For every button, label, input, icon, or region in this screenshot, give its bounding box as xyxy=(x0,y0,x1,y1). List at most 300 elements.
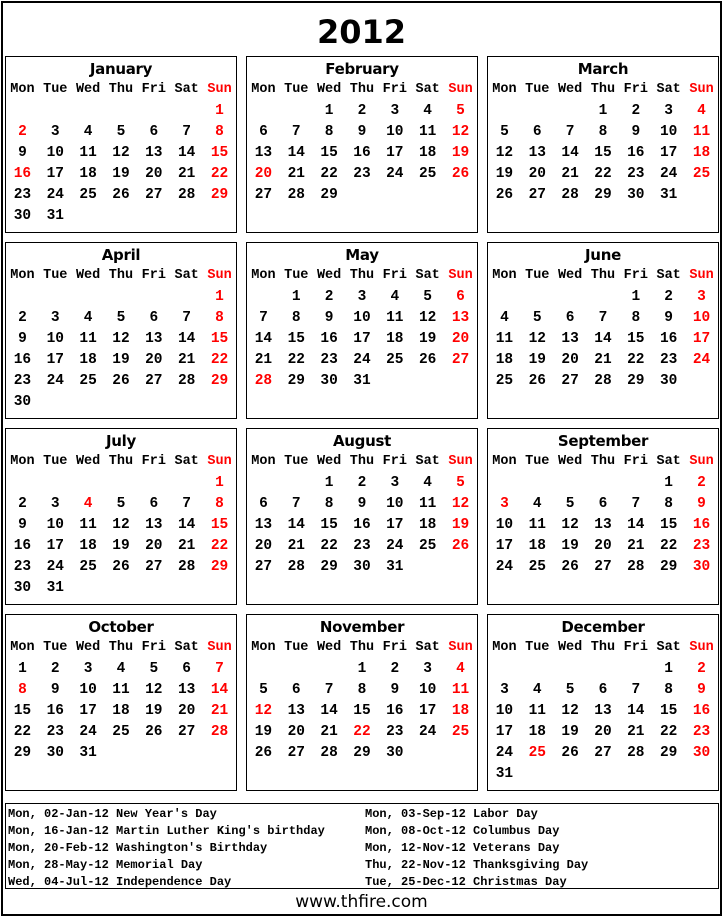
weekday-label: Thu xyxy=(590,82,616,97)
day-cell: 23 xyxy=(386,723,404,740)
day-cell: 26 xyxy=(451,537,470,554)
day-cell: 1 xyxy=(324,474,334,491)
day-cell: 16 xyxy=(386,702,404,719)
holiday-date: Mon, 03-Sep-12 xyxy=(365,807,466,821)
weekday-label: Mon xyxy=(251,640,276,655)
empty-day xyxy=(6,472,39,493)
day-cell: 2 xyxy=(324,288,334,305)
day-cell: 12 xyxy=(561,516,579,533)
day-cell: 18 xyxy=(528,537,546,554)
month-november xyxy=(246,614,478,791)
day-cell: 19 xyxy=(418,330,437,347)
day-cell: 7 xyxy=(259,309,268,326)
day-cell: 21 xyxy=(177,537,196,554)
day-cell: 5 xyxy=(565,681,575,698)
day-cell: 3 xyxy=(83,660,93,677)
week-row xyxy=(6,205,236,226)
empty-day xyxy=(488,286,521,307)
day-cell: 8 xyxy=(664,495,673,512)
day-cell: 26 xyxy=(561,744,579,761)
weekday-label: Tue xyxy=(43,82,68,97)
day-cell: 9 xyxy=(357,123,367,140)
weekday-label: Sun xyxy=(689,454,714,469)
day-cell: 4 xyxy=(83,495,93,512)
day-cell: 5 xyxy=(456,474,465,491)
week-row xyxy=(488,535,718,556)
day-cell: 6 xyxy=(149,309,159,326)
empty-day xyxy=(280,100,313,121)
day-cell: 8 xyxy=(664,681,673,698)
weekday-label: Tue xyxy=(525,640,550,655)
day-cell: 20 xyxy=(254,165,273,182)
day-cell: 30 xyxy=(46,744,64,761)
weekday-header xyxy=(6,451,236,472)
weekday-label: Thu xyxy=(590,268,616,283)
weekday-label: Mon xyxy=(10,454,35,469)
day-cell: 30 xyxy=(353,558,371,575)
month-february xyxy=(246,56,478,233)
weekday-label: Tue xyxy=(284,268,309,283)
day-cell: 11 xyxy=(79,144,97,161)
day-cell: 12 xyxy=(145,681,163,698)
day-cell: 14 xyxy=(627,702,645,719)
day-cell: 20 xyxy=(594,537,612,554)
weekday-label: Fri xyxy=(382,640,407,655)
weekday-label: Sun xyxy=(689,82,714,97)
day-cell: 20 xyxy=(177,702,196,719)
week-row xyxy=(6,163,236,184)
day-cell: 13 xyxy=(254,144,273,161)
day-cell: 21 xyxy=(320,723,338,740)
week-row xyxy=(488,286,718,307)
day-cell: 24 xyxy=(692,351,711,368)
day-cell: 16 xyxy=(353,516,371,533)
empty-day xyxy=(488,100,521,121)
day-cell: 22 xyxy=(13,723,32,740)
week-row xyxy=(247,700,477,721)
day-cell: 4 xyxy=(532,495,542,512)
day-cell: 28 xyxy=(287,558,305,575)
day-cell: 24 xyxy=(46,186,64,203)
day-cell: 24 xyxy=(495,744,514,761)
day-cell: 3 xyxy=(390,474,400,491)
day-cell: 9 xyxy=(390,681,400,698)
week-row xyxy=(6,577,236,598)
day-cell: 28 xyxy=(627,558,645,575)
weekday-label: Tue xyxy=(43,454,68,469)
day-cell: 10 xyxy=(79,681,97,698)
holiday-name: Washington's Birthday xyxy=(116,841,268,855)
day-cell: 15 xyxy=(210,330,229,347)
website-link[interactable]: www.thfire.com xyxy=(295,892,428,912)
day-cell: 28 xyxy=(594,372,612,389)
weekday-label: Tue xyxy=(284,454,309,469)
day-cell: 20 xyxy=(145,351,163,368)
day-cell: 14 xyxy=(594,330,612,347)
day-cell: 15 xyxy=(659,516,678,533)
day-cell: 1 xyxy=(631,288,641,305)
day-cell: 25 xyxy=(79,558,97,575)
holiday-column-left xyxy=(8,806,325,891)
day-cell: 23 xyxy=(353,537,371,554)
day-cell: 12 xyxy=(112,330,130,347)
day-cell: 2 xyxy=(18,123,27,140)
day-cell: 1 xyxy=(215,474,224,491)
week-row xyxy=(247,742,477,763)
day-cell: 21 xyxy=(627,723,645,740)
day-cell: 17 xyxy=(353,330,371,347)
day-cell: 29 xyxy=(627,372,645,389)
day-cell: 12 xyxy=(418,309,437,326)
day-cell: 8 xyxy=(215,123,224,140)
day-cell: 3 xyxy=(500,495,509,512)
day-cell: 5 xyxy=(149,660,159,677)
day-cell: 10 xyxy=(46,330,64,347)
day-cell: 22 xyxy=(210,351,229,368)
day-cell: 30 xyxy=(320,372,338,389)
empty-day xyxy=(72,472,105,493)
day-cell: 28 xyxy=(627,744,645,761)
day-cell: 28 xyxy=(177,372,196,389)
day-cell: 13 xyxy=(451,309,470,326)
weekday-label: Wed xyxy=(557,640,583,655)
day-cell: 10 xyxy=(386,495,404,512)
holiday-name: New Year's Day xyxy=(116,807,217,821)
empty-day xyxy=(554,472,587,493)
day-cell: 27 xyxy=(287,744,305,761)
empty-day xyxy=(619,658,652,679)
weekday-label: Sun xyxy=(448,82,473,97)
weekday-label: Thu xyxy=(349,640,375,655)
day-cell: 18 xyxy=(112,702,130,719)
day-cell: 6 xyxy=(259,495,268,512)
day-cell: 5 xyxy=(532,309,542,326)
day-cell: 28 xyxy=(320,744,338,761)
weekday-header xyxy=(247,637,477,658)
month-grid xyxy=(247,79,477,205)
day-cell: 13 xyxy=(177,681,196,698)
day-cell: 18 xyxy=(79,351,97,368)
holiday-item xyxy=(365,840,588,857)
day-cell: 27 xyxy=(145,372,163,389)
day-cell: 10 xyxy=(386,123,404,140)
weekday-label: Sat xyxy=(174,640,199,655)
day-cell: 6 xyxy=(456,288,465,305)
day-cell: 10 xyxy=(46,516,64,533)
weekday-label: Thu xyxy=(349,82,375,97)
empty-day xyxy=(72,286,105,307)
day-cell: 11 xyxy=(495,330,514,347)
day-cell: 2 xyxy=(697,474,706,491)
weekday-label: Fri xyxy=(141,82,166,97)
day-cell: 17 xyxy=(495,537,514,554)
empty-day xyxy=(247,472,280,493)
day-cell: 26 xyxy=(528,372,546,389)
empty-day xyxy=(247,100,280,121)
month-january xyxy=(5,56,237,233)
day-cell: 4 xyxy=(697,102,706,119)
day-cell: 8 xyxy=(631,309,641,326)
day-cell: 21 xyxy=(254,351,273,368)
weekday-label: Fri xyxy=(623,640,648,655)
month-grid xyxy=(6,637,236,763)
month-august xyxy=(246,428,478,605)
day-cell: 22 xyxy=(353,723,371,740)
day-cell: 16 xyxy=(320,330,338,347)
day-cell: 24 xyxy=(353,351,371,368)
day-cell: 15 xyxy=(210,516,229,533)
week-row xyxy=(488,349,718,370)
holiday-name: Christmas Day xyxy=(473,875,567,889)
day-cell: 12 xyxy=(112,516,130,533)
week-row xyxy=(488,658,718,679)
empty-day xyxy=(170,100,203,121)
day-cell: 30 xyxy=(627,186,645,203)
holiday-column-right xyxy=(365,806,588,891)
week-row xyxy=(247,100,477,121)
week-row xyxy=(247,472,477,493)
day-cell: 19 xyxy=(451,144,470,161)
day-cell: 24 xyxy=(495,558,514,575)
day-cell: 30 xyxy=(13,207,32,224)
day-cell: 4 xyxy=(423,102,432,119)
day-cell: 20 xyxy=(528,165,546,182)
month-name: August xyxy=(332,432,391,450)
day-cell: 12 xyxy=(561,702,579,719)
day-cell: 24 xyxy=(46,372,64,389)
day-cell: 24 xyxy=(386,537,404,554)
day-cell: 22 xyxy=(210,165,229,182)
day-cell: 23 xyxy=(353,165,371,182)
day-cell: 6 xyxy=(149,123,159,140)
day-cell: 29 xyxy=(210,558,229,575)
day-cell: 11 xyxy=(79,516,97,533)
day-cell: 30 xyxy=(659,372,678,389)
day-cell: 2 xyxy=(18,309,27,326)
day-cell: 10 xyxy=(418,681,437,698)
day-cell: 4 xyxy=(532,681,542,698)
day-cell: 10 xyxy=(659,123,678,140)
day-cell: 2 xyxy=(664,288,673,305)
day-cell: 9 xyxy=(18,330,27,347)
day-cell: 1 xyxy=(664,474,673,491)
day-cell: 17 xyxy=(46,537,64,554)
empty-day xyxy=(521,100,554,121)
day-cell: 6 xyxy=(532,123,542,140)
weekday-label: Wed xyxy=(75,268,101,283)
day-cell: 18 xyxy=(79,537,97,554)
week-row xyxy=(6,142,236,163)
day-cell: 26 xyxy=(254,744,273,761)
empty-day xyxy=(587,286,620,307)
day-cell: 13 xyxy=(254,516,273,533)
day-cell: 17 xyxy=(386,516,404,533)
week-row xyxy=(488,370,718,391)
day-cell: 21 xyxy=(177,165,196,182)
empty-day xyxy=(488,472,521,493)
day-cell: 26 xyxy=(145,723,163,740)
weekday-label: Mon xyxy=(492,268,517,283)
day-cell: 15 xyxy=(210,144,229,161)
day-cell: 25 xyxy=(692,165,711,182)
day-cell: 22 xyxy=(320,165,338,182)
day-cell: 20 xyxy=(254,537,273,554)
day-cell: 4 xyxy=(423,474,432,491)
holiday-date: Mon, 16-Jan-12 xyxy=(8,824,109,838)
month-name: February xyxy=(325,60,399,78)
month-name: May xyxy=(345,246,379,264)
day-cell: 30 xyxy=(13,579,32,596)
day-cell: 17 xyxy=(79,702,97,719)
day-cell: 13 xyxy=(145,144,163,161)
day-cell: 10 xyxy=(495,702,514,719)
weekday-label: Sat xyxy=(656,454,681,469)
day-cell: 1 xyxy=(324,102,334,119)
weekday-label: Wed xyxy=(557,268,583,283)
day-cell: 9 xyxy=(357,495,367,512)
day-cell: 22 xyxy=(287,351,305,368)
day-cell: 7 xyxy=(182,495,191,512)
empty-day xyxy=(521,286,554,307)
month-june xyxy=(487,242,719,419)
weekday-label: Mon xyxy=(251,454,276,469)
day-cell: 29 xyxy=(287,372,305,389)
day-cell: 3 xyxy=(50,309,60,326)
month-grid xyxy=(488,451,718,577)
weekday-label: Mon xyxy=(492,454,517,469)
week-row xyxy=(488,556,718,577)
week-row xyxy=(488,328,718,349)
holiday-item xyxy=(8,840,325,857)
month-grid xyxy=(488,637,718,784)
day-cell: 15 xyxy=(627,330,645,347)
day-cell: 15 xyxy=(13,702,32,719)
weekday-label: Tue xyxy=(525,268,550,283)
day-cell: 25 xyxy=(418,537,437,554)
weekday-label: Wed xyxy=(557,82,583,97)
day-cell: 9 xyxy=(697,681,706,698)
day-cell: 22 xyxy=(320,537,338,554)
day-cell: 29 xyxy=(210,186,229,203)
week-row xyxy=(6,721,236,742)
day-cell: 18 xyxy=(451,702,470,719)
weekday-header xyxy=(488,79,718,100)
week-row xyxy=(488,307,718,328)
day-cell: 26 xyxy=(451,165,470,182)
day-cell: 29 xyxy=(594,186,612,203)
day-cell: 19 xyxy=(561,723,579,740)
holiday-name: Veterans Day xyxy=(473,841,560,855)
weekday-label: Sat xyxy=(174,82,199,97)
holiday-item xyxy=(365,874,588,891)
weekday-label: Fri xyxy=(141,640,166,655)
day-cell: 16 xyxy=(13,537,32,554)
day-cell: 6 xyxy=(182,660,191,677)
week-row xyxy=(247,328,477,349)
day-cell: 19 xyxy=(112,351,130,368)
holiday-name: Independence Day xyxy=(116,875,232,889)
week-row xyxy=(488,121,718,142)
day-cell: 3 xyxy=(50,123,60,140)
empty-day xyxy=(587,472,620,493)
day-cell: 12 xyxy=(254,702,273,719)
day-cell: 21 xyxy=(287,537,305,554)
empty-day xyxy=(6,286,39,307)
week-row xyxy=(6,184,236,205)
day-cell: 25 xyxy=(112,723,130,740)
empty-day xyxy=(39,286,72,307)
day-cell: 14 xyxy=(254,330,273,347)
day-cell: 5 xyxy=(116,123,126,140)
day-cell: 15 xyxy=(659,702,678,719)
day-cell: 10 xyxy=(692,309,711,326)
day-cell: 3 xyxy=(390,102,400,119)
day-cell: 5 xyxy=(500,123,509,140)
empty-day xyxy=(137,286,170,307)
weekday-label: Sat xyxy=(656,268,681,283)
week-row xyxy=(6,307,236,328)
holiday-name: Martin Luther King's birthday xyxy=(116,824,325,838)
week-row xyxy=(6,700,236,721)
day-cell: 26 xyxy=(112,558,130,575)
day-cell: 8 xyxy=(598,123,608,140)
day-cell: 2 xyxy=(390,660,400,677)
day-cell: 7 xyxy=(182,123,191,140)
day-cell: 19 xyxy=(561,537,579,554)
day-cell: 6 xyxy=(565,309,575,326)
day-cell: 21 xyxy=(561,165,579,182)
day-cell: 1 xyxy=(664,660,673,677)
day-cell: 9 xyxy=(18,144,27,161)
weekday-header xyxy=(247,451,477,472)
day-cell: 19 xyxy=(451,516,470,533)
weekday-label: Mon xyxy=(251,268,276,283)
weekday-label: Wed xyxy=(75,640,101,655)
weekday-label: Sun xyxy=(448,640,473,655)
day-cell: 2 xyxy=(631,102,641,119)
holiday-item xyxy=(365,857,588,874)
day-cell: 14 xyxy=(287,516,305,533)
day-cell: 26 xyxy=(112,186,130,203)
day-cell: 23 xyxy=(692,537,711,554)
month-grid xyxy=(6,265,236,412)
day-cell: 18 xyxy=(495,351,514,368)
day-cell: 30 xyxy=(692,558,711,575)
week-row xyxy=(6,349,236,370)
day-cell: 9 xyxy=(18,516,27,533)
holiday-item xyxy=(8,806,325,823)
day-cell: 22 xyxy=(659,723,678,740)
day-cell: 31 xyxy=(495,765,514,782)
day-cell: 11 xyxy=(418,495,437,512)
day-cell: 28 xyxy=(210,723,229,740)
day-cell: 3 xyxy=(423,660,432,677)
month-grid xyxy=(247,637,477,763)
day-cell: 25 xyxy=(451,723,470,740)
day-cell: 12 xyxy=(451,495,470,512)
day-cell: 17 xyxy=(659,144,678,161)
day-cell: 5 xyxy=(116,495,126,512)
weekday-header xyxy=(488,451,718,472)
weekday-label: Wed xyxy=(557,454,583,469)
day-cell: 13 xyxy=(594,702,612,719)
empty-day xyxy=(170,472,203,493)
day-cell: 6 xyxy=(598,495,608,512)
weekday-label: Fri xyxy=(141,268,166,283)
weekday-header xyxy=(247,79,477,100)
weekday-label: Thu xyxy=(108,82,134,97)
day-cell: 25 xyxy=(386,351,404,368)
